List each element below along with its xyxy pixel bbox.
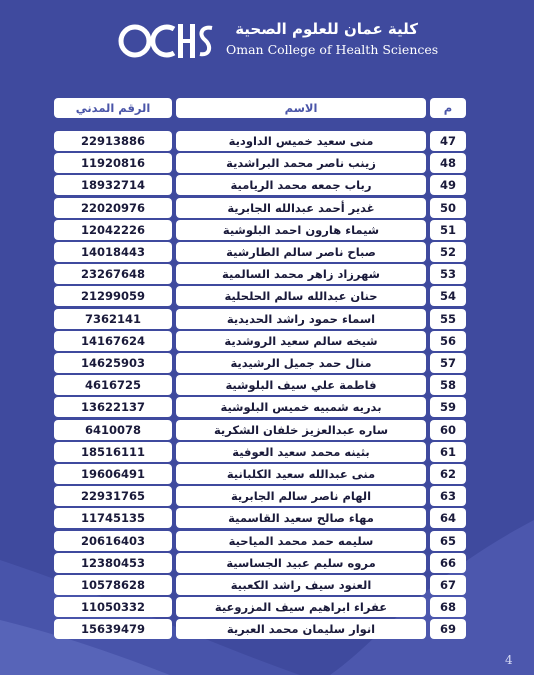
table-row [54, 309, 466, 331]
name-cell: بدريه شمبيه خميس البلوشية [176, 397, 426, 417]
row-number-cell: 56 [430, 331, 466, 351]
table-row [54, 531, 466, 553]
table-row [54, 508, 466, 530]
row-number-cell: 67 [430, 575, 466, 595]
name-cell: اسماء حمود راشد الحديدية [176, 309, 426, 329]
page-number: 4 [505, 653, 513, 667]
civil-id-cell: 22020976 [54, 198, 172, 218]
civil-id-cell: 7362141 [54, 309, 172, 329]
name-cell: عفراء ابراهيم سيف المزروعية [176, 597, 426, 617]
civil-id-cell: 18932714 [54, 175, 172, 195]
name-cell: مهاء صالح سعيد القاسمية [176, 508, 426, 528]
row-number-cell: 57 [430, 353, 466, 373]
civil-id-cell: 19606491 [54, 464, 172, 484]
name-cell: زينب ناصر محمد البراشدية [176, 153, 426, 173]
civil-id-cell: 12380453 [54, 553, 172, 573]
column-header-civil-id: الرقم المدني [54, 98, 172, 118]
name-cell: انوار سليمان محمد العبرية [176, 619, 426, 639]
name-cell: شيماء هارون احمد البلوشية [176, 220, 426, 240]
row-number-cell: 63 [430, 486, 466, 506]
table-row [54, 175, 466, 197]
name-cell: مروه سليم عبيد الجساسية [176, 553, 426, 573]
name-cell: حنان عبدالله سالم الحلحلية [176, 286, 426, 306]
ochs-logo-icon [118, 16, 218, 66]
table-row [54, 264, 466, 286]
civil-id-cell: 11745135 [54, 508, 172, 528]
civil-id-cell: 12042226 [54, 220, 172, 240]
row-number-cell: 62 [430, 464, 466, 484]
civil-id-cell: 22913886 [54, 131, 172, 151]
table-row [54, 397, 466, 419]
row-number-cell: 58 [430, 375, 466, 395]
name-cell: فاطمة علي سيف البلوشية [176, 375, 426, 395]
civil-id-cell: 10578628 [54, 575, 172, 595]
name-cell: غدير أحمد عبدالله الجابرية [176, 198, 426, 218]
civil-id-cell: 13622137 [54, 397, 172, 417]
row-number-cell: 55 [430, 309, 466, 329]
civil-id-cell: 15639479 [54, 619, 172, 639]
table-row [54, 553, 466, 575]
table-row [54, 331, 466, 353]
name-cell: صباح ناصر سالم الطارشية [176, 242, 426, 262]
table-row [54, 597, 466, 619]
name-cell: شيخه سالم سعيد الروشدية [176, 331, 426, 351]
table-row [54, 375, 466, 397]
table-row [54, 153, 466, 175]
row-number-cell: 69 [430, 619, 466, 639]
row-number-cell: 61 [430, 442, 466, 462]
college-name-arabic: كلية عمان للعلوم الصحية [235, 20, 418, 38]
name-cell: الهام ناصر سالم الجابرية [176, 486, 426, 506]
table-row [54, 353, 466, 375]
table-row [54, 420, 466, 442]
civil-id-cell: 11050332 [54, 597, 172, 617]
table-row [54, 131, 466, 153]
row-number-cell: 66 [430, 553, 466, 573]
civil-id-cell: 22931765 [54, 486, 172, 506]
table-row [54, 286, 466, 308]
name-cell: بثينه محمد سعيد العوفية [176, 442, 426, 462]
row-number-cell: 47 [430, 131, 466, 151]
column-header-name: الاسم [176, 98, 426, 118]
table-row [54, 442, 466, 464]
row-number-cell: 48 [430, 153, 466, 173]
row-number-cell: 53 [430, 264, 466, 284]
civil-id-cell: 14167624 [54, 331, 172, 351]
table-header-row [54, 98, 466, 120]
row-number-cell: 64 [430, 508, 466, 528]
row-number-cell: 49 [430, 175, 466, 195]
civil-id-cell: 21299059 [54, 286, 172, 306]
row-number-cell: 65 [430, 531, 466, 551]
civil-id-cell: 11920816 [54, 153, 172, 173]
row-number-cell: 59 [430, 397, 466, 417]
table-row [54, 220, 466, 242]
names-table [54, 98, 466, 637]
college-name-english: Oman College of Health Sciences [226, 42, 439, 57]
civil-id-cell: 14018443 [54, 242, 172, 262]
table-row [54, 619, 466, 641]
table-row [54, 464, 466, 486]
table-row [54, 575, 466, 597]
civil-id-cell: 6410078 [54, 420, 172, 440]
row-number-cell: 54 [430, 286, 466, 306]
college-header [118, 14, 439, 70]
civil-id-cell: 20616403 [54, 531, 172, 551]
row-number-cell: 52 [430, 242, 466, 262]
row-number-cell: 50 [430, 198, 466, 218]
name-cell: منى سعيد خميس الداودية [176, 131, 426, 151]
name-cell: منال حمد جميل الرشيدية [176, 353, 426, 373]
name-cell: العنود سيف راشد الكعبية [176, 575, 426, 595]
civil-id-cell: 23267648 [54, 264, 172, 284]
name-cell: شهرزاد زاهر محمد السالمية [176, 264, 426, 284]
name-cell: ساره عبدالعزيز خلفان الشكرية [176, 420, 426, 440]
column-header-number: م [430, 98, 466, 118]
table-row [54, 198, 466, 220]
row-number-cell: 68 [430, 597, 466, 617]
table-row [54, 486, 466, 508]
table-row [54, 242, 466, 264]
name-cell: رباب جمعه محمد الريامية [176, 175, 426, 195]
civil-id-cell: 4616725 [54, 375, 172, 395]
name-cell: سليمه حمد محمد المياحية [176, 531, 426, 551]
civil-id-cell: 14625903 [54, 353, 172, 373]
row-number-cell: 60 [430, 420, 466, 440]
row-number-cell: 51 [430, 220, 466, 240]
civil-id-cell: 18516111 [54, 442, 172, 462]
name-cell: منى عبدالله سعيد الكلبانية [176, 464, 426, 484]
